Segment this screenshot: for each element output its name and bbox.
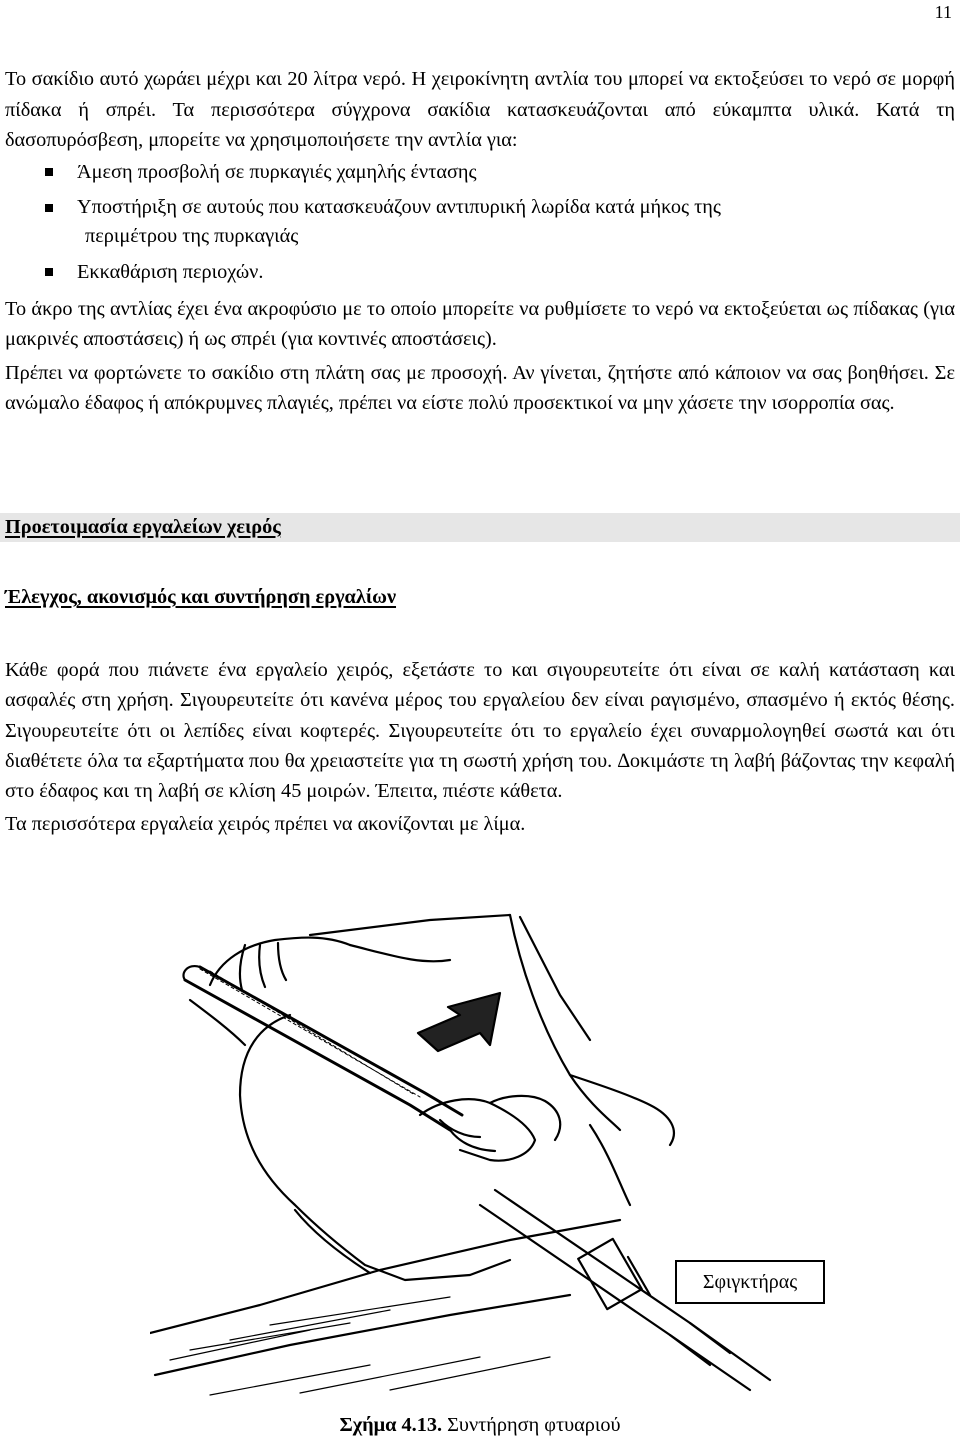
figure-caption bbox=[0, 1414, 960, 1437]
subsection-title: Έλεγχος, ακονισμός και συντήρηση εργαλίων bbox=[5, 586, 397, 608]
file-paragraph: Τα περισσότερα εργαλεία χειρός πρέπει να ακονίζονται με λίμα. bbox=[5, 813, 526, 836]
nozzle-paragraph: Το άκρο της αντλίας έχει ένα ακροφύσιο με το οποίο μπορείτε να ρυθμίσετε το νερό να εκτοξεύεται ως πίδακας (για μακρινές αποστάσεις) ή ως σπρέι (για κοντινές αποστάσεις). bbox=[5, 297, 955, 350]
bullet-square-icon bbox=[45, 168, 53, 176]
tools-section bbox=[5, 655, 955, 840]
bullet-square-icon bbox=[45, 204, 53, 212]
page-number: 11 bbox=[934, 2, 952, 22]
intro-paragraph: Το σακίδιο αυτό χωράει μέχρι και 20 λίτρα νερό. Η χειροκίνητη αντλία του μπορεί να εκτοξεύσει το νερό σε μορφή πίδακα ή σπρέι. Τα περισσότερα σύγχρονα σακίδια κατασκευάζονται από εύκαμπτα υλικά. Κατά τη δασοπυρόσβεση, μπορείτε να χρησιμοποιήσετε την αντλία για: bbox=[5, 68, 955, 151]
list-item: Εκκαθάριση περιοχών. bbox=[5, 257, 955, 288]
intro-section bbox=[5, 64, 955, 419]
section-title: Προετοιμασία εργαλείων χειρός bbox=[5, 516, 281, 538]
clamp-label: Σφιγκτήρας bbox=[675, 1260, 825, 1304]
bullet-square-icon bbox=[45, 268, 53, 276]
shovel-sharpening-illustration bbox=[150, 905, 840, 1405]
inspection-paragraph: Κάθε φορά που πιάνετε ένα εργαλείο χειρός, εξετάστε το και σιγουρευτείτε ότι είναι σε καλή κατάσταση και ασφαλές στη χρήση. Σιγουρευτείτε ότι κανένα μέρος του εργαλείου δεν είναι ραγισμένο, σπασμένο ή εκτός θέσης. Σιγουρευτείτε ότι οι λεπίδες είναι κοφτερές. Σιγουρευτείτε ότι το εργαλείο έχει συναρμολογηθεί σωστά και ότι διαθέτετε όλα τα εξαρτήματα που θα χρειαστείτε για τη σωστή χρήση του. ∆οκιμάστε τη λαβή βάζοντας την κεφαλή στο έδαφος και τη λαβή σε κλίση 45 μοιρών. Έπειτα, πιέστε κάθετα. bbox=[5, 659, 955, 803]
list-item: Υποστήριξη σε αυτούς που κατασκευάζουν αντιπυρική λωρίδα κατά μήκος της περιμέτρου της πυρκαγιάς bbox=[5, 193, 955, 251]
figure-caption-number: Σχήμα 4.13. bbox=[339, 1414, 443, 1436]
carry-paragraph: Πρέπει να φορτώνετε το σακίδιο στη πλάτη σας με προσοχή. Αν γίνεται, ζητήστε από κάποιον να σας βοηθήσει. Σε ανώμαλο έδαφος ή απόκρυμνες πλαγιές, πρέπει να είστε πολύ προσεκτικοί να μην χάσετε την ισορροπία σας. bbox=[5, 361, 955, 414]
pump-uses-list bbox=[5, 157, 955, 288]
figure-caption-text: Συντήρηση φτυαριού bbox=[442, 1414, 621, 1436]
list-item: Άμεση προσβολή σε πυρκαγιές χαμηλής έντασης bbox=[5, 157, 955, 188]
